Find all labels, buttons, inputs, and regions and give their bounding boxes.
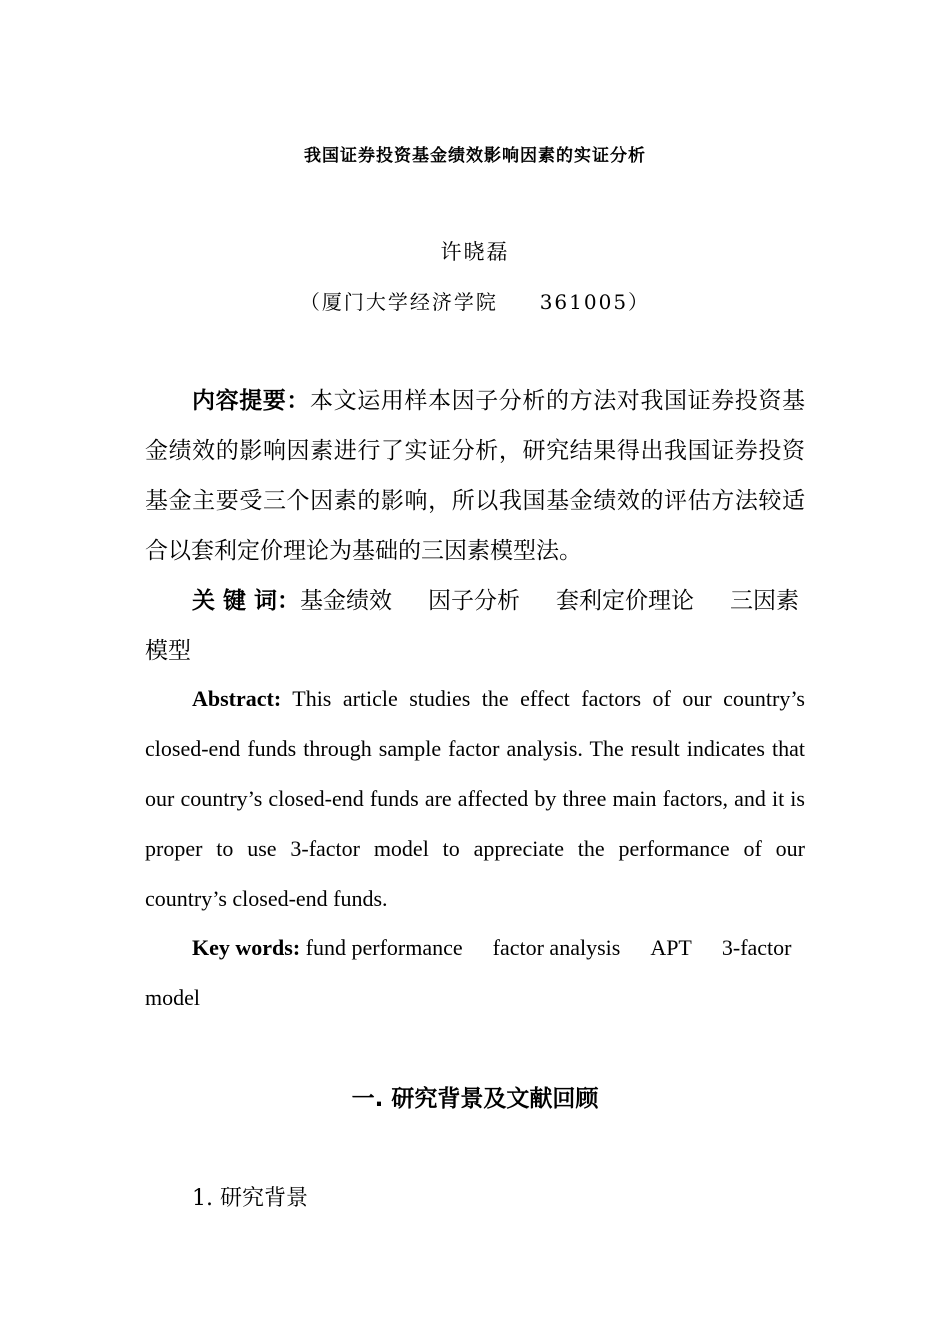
keyword-cn-item: 套利定价理论 xyxy=(556,588,695,614)
keyword-cn-item: 三因素模型 xyxy=(145,588,800,664)
keywords-cn-label: 关 键 词： xyxy=(192,588,301,614)
abstract-cn-text: 本文运用样本因子分析的方法对我国证券投资基金绩效的影响因素进行了实证分析，研究结果得出我国证券投资基金主要受三个因素的影响，所以我国基金绩效的评估方法较适合以套利定价理论为基础的三因素模型法。 xyxy=(145,388,806,564)
keywords-en-label: Key words: xyxy=(192,935,301,960)
keyword-cn-item: 基金绩效 xyxy=(300,588,393,614)
keyword-en-item: factor analysis xyxy=(492,935,621,960)
abstract-en xyxy=(145,674,805,924)
keyword-cn-item: 因子分析 xyxy=(428,588,521,614)
keyword-en-item: fund performance xyxy=(305,935,463,960)
keywords-en xyxy=(145,923,805,1023)
author-name: 许晓磊 xyxy=(440,240,510,264)
keyword-en-item: 3-factor model xyxy=(145,935,792,1010)
abstract-en-label: Abstract: xyxy=(192,686,282,711)
paper-title: 我国证券投资基金绩效影响因素的实证分析 xyxy=(304,146,646,166)
keywords-cn xyxy=(145,576,805,676)
section-heading: 一. 研究背景及文献回顾 xyxy=(351,1086,599,1112)
author-affiliation: （厦门大学经济学院 361005） xyxy=(299,290,651,314)
abstract-en-text: This article studies the effect factors of our country’s closed-end funds through sample factor analysis. The result indicates that our country’s closed-end funds are affected by three main factors, and it is proper to use 3-factor model to appreciate the performance of our country’s closed-end funds. xyxy=(145,686,805,911)
subsection-heading: 1. 研究背景 xyxy=(192,1186,308,1211)
abstract-cn xyxy=(145,376,805,576)
abstract-cn-label: 内容提要： xyxy=(192,388,310,414)
keyword-en-item: APT xyxy=(650,935,692,960)
